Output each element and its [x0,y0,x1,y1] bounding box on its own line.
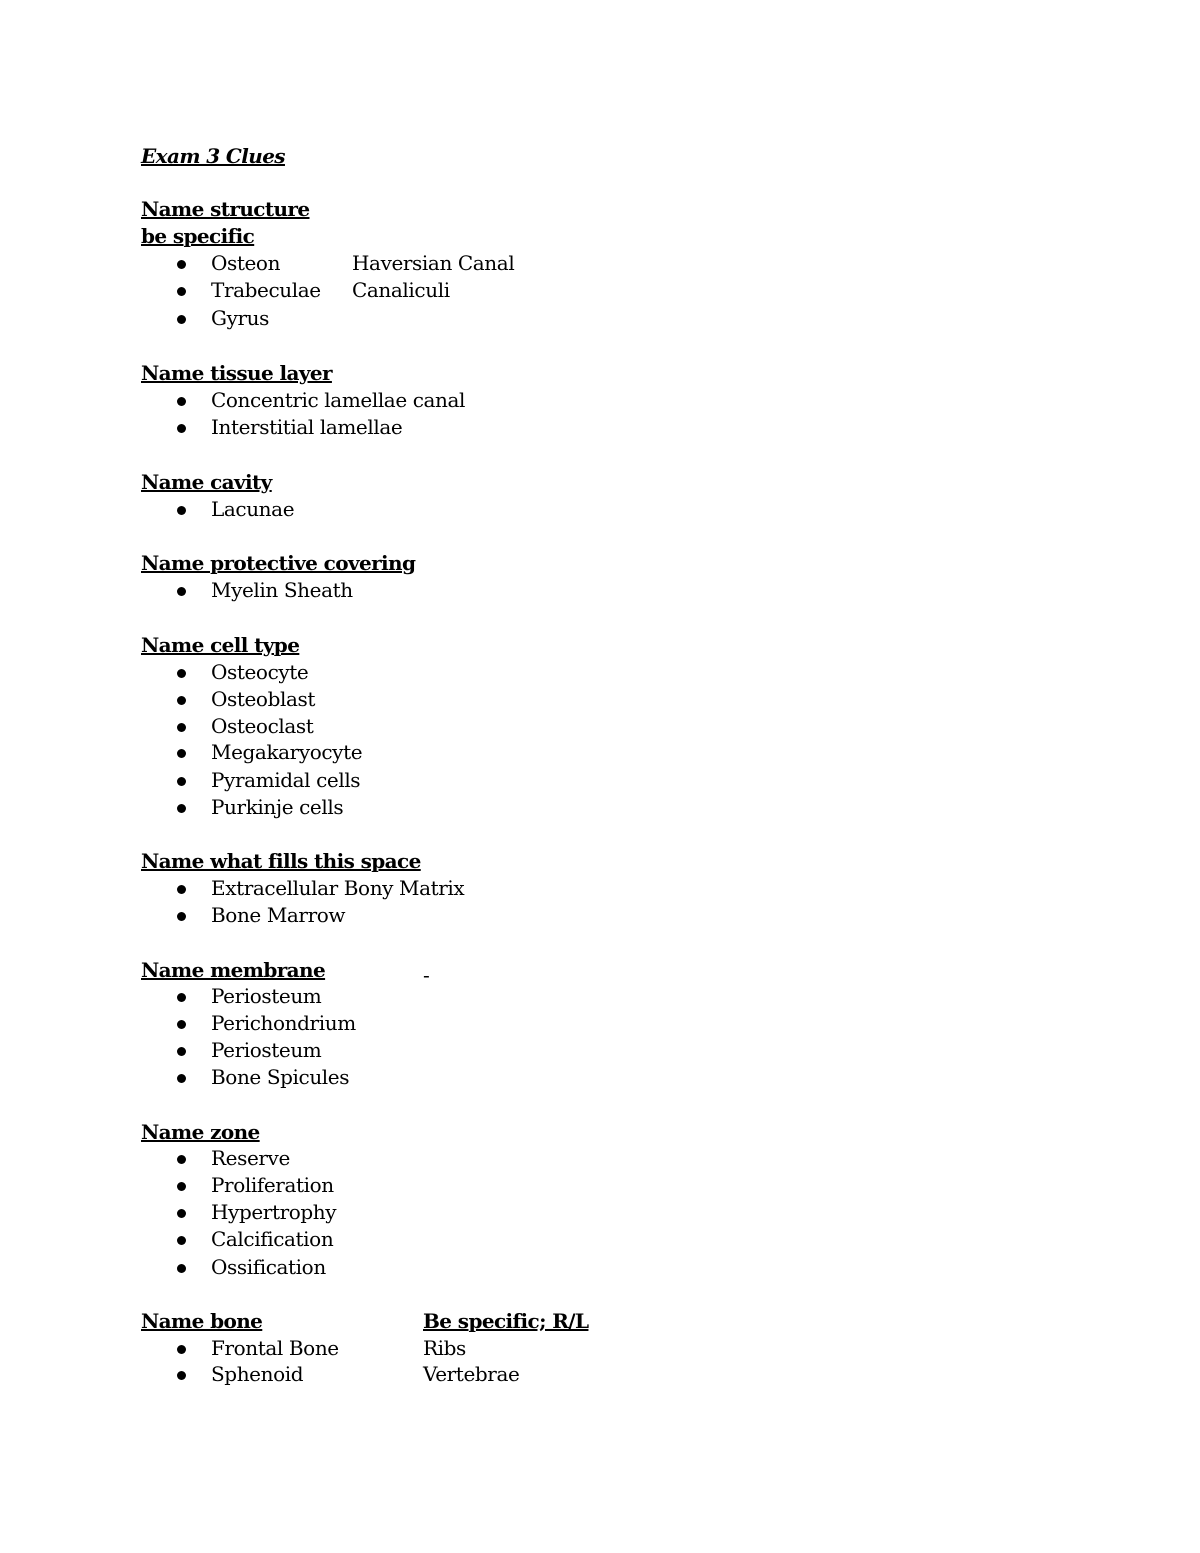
stray-dash: - [423,963,430,987]
list-item-text: Megakaryocyte [211,740,363,764]
list-item-text: Sphenoid [211,1362,304,1386]
section-heading-fills: Name what fills this space [141,849,421,873]
list-item-col2-text: Ribs [423,1336,466,1360]
list-item-col2-text: Haversian Canal [352,251,515,275]
list-item-text: Reserve [211,1146,290,1170]
list-item-col2-text: Vertebrae [423,1362,520,1386]
bullet-icon [177,669,186,678]
bullet-icon [177,260,186,269]
list-item-text: Hypertrophy [211,1200,337,1224]
list-item-text: Extracellular Bony Matrix [211,876,465,900]
list-item-text: Trabeculae [211,278,321,302]
section-heading-bone [141,1308,589,1335]
bullet-icon [177,424,186,433]
bullet-icon [177,723,186,732]
list-item-text: Proliferation [211,1173,334,1197]
section-heading-bone-col2: Be specific; R/L [423,1309,589,1333]
list-item-text: Myelin Sheath [211,578,353,602]
bullet-icon [177,696,186,705]
section-heading-celltype: Name cell type [141,633,300,657]
bullet-icon [177,1264,186,1273]
bullet-icon [177,587,186,596]
bullet-icon [177,1047,186,1056]
bullet-icon [177,1020,186,1029]
list-item-text: Gyrus [211,306,269,330]
list-item-text: Bone Spicules [211,1065,350,1089]
list-item-text: Pyramidal cells [211,768,361,792]
list-item-col2-text: Canaliculi [352,278,450,302]
section-subheading-structure: be specific [141,224,255,248]
bullet-icon [177,749,186,758]
list-item-text: Periosteum [211,1038,322,1062]
list-item-text: Osteoblast [211,687,315,711]
document-title: Exam 3 Clues [141,144,285,168]
list-item-text: Calcification [211,1227,334,1251]
bullet-icon [177,993,186,1002]
list-item-text: Osteocyte [211,660,309,684]
section-heading-bone-text: Name bone [141,1309,263,1333]
list-item-text: Lacunae [211,497,295,521]
section-heading-membrane: Name membrane [141,958,326,982]
bullet-icon [177,1182,186,1191]
list-item-text: Frontal Bone [211,1336,339,1360]
list-item-text: Purkinje cells [211,795,344,819]
bullet-icon [177,1155,186,1164]
list-item-text: Osteon [211,251,281,275]
section-heading-tissue: Name tissue layer [141,361,332,385]
bullet-icon [177,777,186,786]
section-heading-cavity: Name cavity [141,470,272,494]
bullet-icon [177,885,186,894]
bullet-icon [177,397,186,406]
bullet-icon [177,804,186,813]
section-heading-zone: Name zone [141,1120,260,1144]
list-item-text: Ossification [211,1255,326,1279]
list-item-text: Bone Marrow [211,903,346,927]
bullet-icon [177,506,186,515]
list-item-text: Interstitial lamellae [211,415,403,439]
section-heading-structure: Name structure [141,197,310,221]
bullet-icon [177,912,186,921]
bullet-icon [177,1371,186,1380]
list-item-text: Periosteum [211,984,322,1008]
bullet-icon [177,1345,186,1354]
list-item-text: Osteoclast [211,714,314,738]
bullet-icon [177,1236,186,1245]
list-item-text: Concentric lamellae canal [211,388,466,412]
bullet-icon [177,1074,186,1083]
bullet-icon [177,1209,186,1218]
bullet-icon [177,287,186,296]
bullet-icon [177,315,186,324]
list-item-text: Perichondrium [211,1011,356,1035]
section-heading-covering: Name protective covering [141,551,416,575]
